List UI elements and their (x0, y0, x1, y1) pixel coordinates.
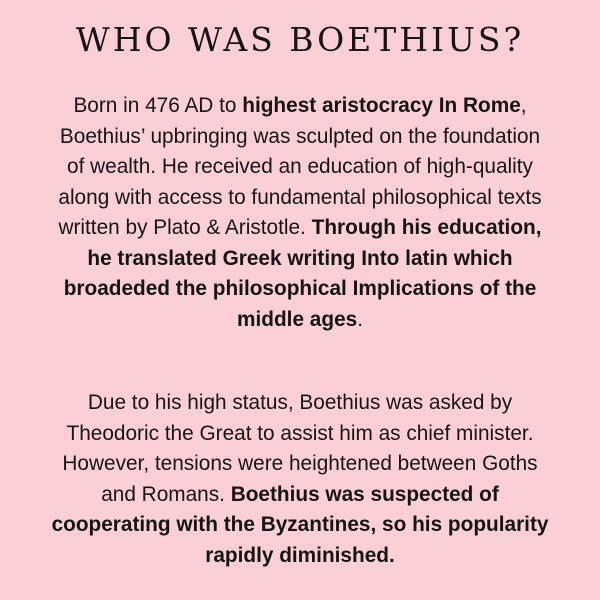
p1-line-1-regular: Born in 476 AD to (73, 94, 243, 117)
p1-line-3: of wealth. He received an education of high-quality (67, 155, 533, 178)
p1-line-2: Boethius’ upbringing was sculpted on the foundation (59, 124, 541, 148)
p1-line-7-bold: broadeded the philosophical Implications of the (63, 277, 537, 300)
p2-line-4-bold: Boethius was suspected of (230, 482, 499, 506)
p2-line-5-bold: cooperating with the Byzantines, so his popularity (51, 513, 549, 536)
p2-line-4-regular: and Romans. (101, 482, 231, 506)
p2-line-6-bold: rapidly diminished. (205, 543, 395, 567)
p1-line-1-end: , (520, 94, 527, 117)
paragraph-birth-education (10, 91, 590, 335)
page-title: WHO WAS BOETHIUS? (75, 20, 525, 59)
p2-line-1: Due to his high status, Boethius was asked by (87, 391, 513, 414)
p1-line-1-bold: highest aristocracy In Rome (242, 94, 521, 117)
p1-line-6-bold: he translated Greek writing Into latin which (87, 246, 513, 270)
p2-line-2: Theodoric the Great to assist him as chief minister. (66, 421, 534, 445)
p1-line-5-regular: written by Plato & Aristotle. (58, 216, 312, 239)
p1-line-5-bold: Through his education, (311, 216, 542, 239)
paragraph-status-downfall (10, 388, 590, 571)
p1-line-4: along with access to fundamental philosophical texts (58, 185, 542, 209)
p1-line-8-end: . (357, 307, 363, 331)
p1-line-8-bold: middle ages (237, 307, 358, 331)
p2-line-3: However, tensions were heightened between Goths (62, 452, 538, 475)
